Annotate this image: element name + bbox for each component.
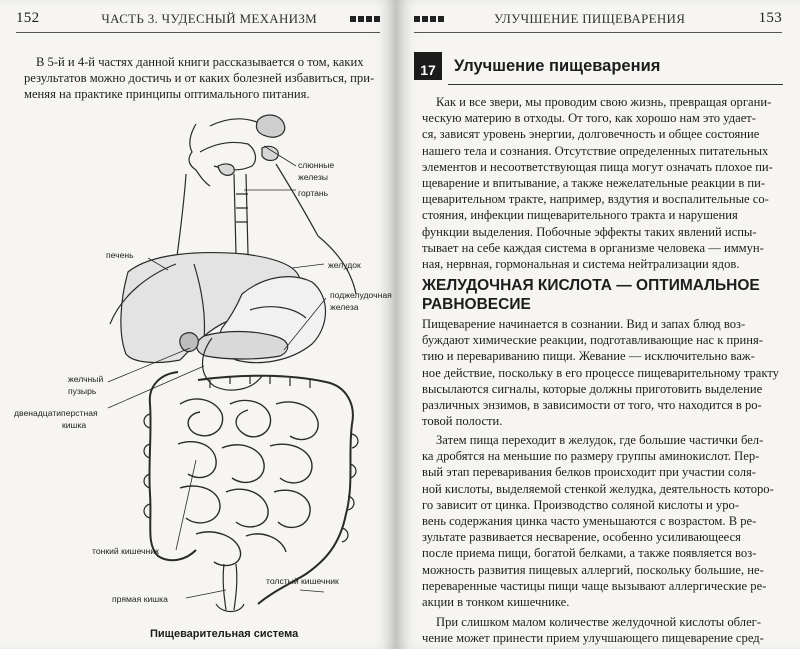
label-stomach: желудок: [328, 260, 361, 270]
text-line: вый этап переваривания белков происходит при участии соля-: [422, 465, 756, 480]
left-running-head: [16, 10, 380, 27]
label-gallbladder: пузырь: [68, 386, 97, 396]
right-page: [396, 0, 800, 649]
text-line: можность развития пищевых аллергий, поскольку большие, не-: [422, 562, 764, 577]
text-line: после приема пищи, богатой белками, а также появляется воз-: [422, 546, 757, 561]
pancreas: [197, 332, 288, 360]
decorative-squares: [414, 16, 444, 22]
paragraph-4: [422, 614, 782, 646]
nasal-cavity: [210, 119, 262, 126]
right-page-number: 153: [758, 10, 782, 26]
label-larynx: гортань: [298, 188, 329, 198]
text-line: Затем пища переходит в желудок, где большие частички бел-: [436, 433, 764, 447]
text-line: ческую материю в отходы. От того, как хорошо нам это удает-: [422, 111, 756, 126]
text-line: буждают химические реакции, подготавливающие нас к приня-: [422, 333, 763, 348]
label-small-intestine: тонкий кишечник: [92, 546, 159, 556]
chapter-rule: [448, 84, 783, 85]
paragraph-3: [422, 432, 782, 610]
text-line: элементов и несоответствующая пища могут означать плохое пи-: [422, 159, 773, 174]
text-line: нашего тела и сознания. Отсутствие определенных питательных: [422, 143, 769, 158]
text-line: функции выделения. Побочные эффекты таких явлений испы-: [422, 224, 757, 239]
right-running-title: УЛУЧШЕНИЕ ПИЩЕВАРЕНИЯ: [494, 10, 686, 26]
text-line: Пищеварение начинается в сознании. Вид и запах блюд воз-: [422, 317, 746, 331]
text-line: высылаются сигналы, которые должны приготовить выделение: [422, 381, 763, 396]
label-duodenum: кишка: [62, 420, 87, 430]
label-rectum: прямая кишка: [112, 594, 168, 604]
neck-outline: [176, 174, 186, 264]
text-line: акции в тонком кишечнике.: [422, 595, 570, 610]
intro-line: результатов можно достичь и от каких болезней избавиться, при-: [24, 71, 375, 86]
leader-lines: [108, 146, 326, 598]
text-line: щеварение и впитывание, а также нежелательные реакции в пи-: [422, 176, 766, 191]
text-line: товой полости.: [422, 414, 503, 429]
label-large-intestine: толстый кишечник: [266, 576, 339, 586]
section-heading: [422, 276, 782, 314]
left-page-number: 152: [16, 10, 40, 26]
header-rule: [414, 32, 782, 33]
header-rule: [16, 32, 380, 33]
text-line: тию и перевариванию пищи. Жевание — исключительно важ-: [422, 349, 755, 364]
text-line: Как и все звери, мы проводим свою жизнь, превращая органи-: [436, 95, 772, 109]
label-salivary-glands: железы: [298, 172, 328, 182]
rectum: [223, 564, 237, 610]
paragraph-1: [422, 94, 782, 272]
left-page: [0, 0, 396, 649]
text-line: чение может принести прием улучшающего пищеварение сред-: [422, 631, 764, 646]
intro-line: В 5-й и 4-й частях данной книги рассказывается о том, каких: [36, 55, 364, 69]
text-line: стояния, инфекции пищеварительного тракта и нарушения: [422, 208, 738, 223]
section-heading-line: ЖЕЛУДОЧНАЯ КИСЛОТА — ОПТИМАЛЬНОЕ: [422, 277, 760, 294]
label-salivary-glands: слюнные: [298, 160, 335, 170]
text-line: ное действие, поскольку в его процессе пищеварительному тракту: [422, 365, 779, 380]
chapter-title: Улучшение пищеварения: [454, 57, 661, 75]
text-line: тывает на себе каждая система в организме человека — иммун-: [422, 240, 764, 255]
text-line: зультате развивается несварение, особенно усиливающееся: [422, 530, 741, 545]
label-duodenum: двенадцатиперстная: [14, 408, 98, 418]
small-intestine: [178, 399, 318, 566]
chapter-number-badge: 17: [414, 52, 442, 80]
intro-line: меняя на практике принципы оптимального питания.: [24, 87, 310, 102]
text-line: ся, зависят уровень энергии, долговечность и общее состояние: [422, 127, 760, 142]
figure-caption: Пищеварительная система: [150, 628, 299, 640]
text-line: При слишком малом количестве желудочной кислоты облег-: [436, 615, 762, 629]
text-line: вень содержания цинка часто уменьшаются с возрастом. В ре-: [422, 514, 757, 529]
right-running-head: [414, 10, 782, 27]
text-line: переваренные частицы пищи чаще вызывают аллергические ре-: [422, 578, 767, 593]
left-running-title: ЧАСТЬ 3. ЧУДЕСНЫЙ МЕХАНИЗМ: [101, 10, 318, 26]
text-line: ной кислоты, выделяемой стенкой желудка, деятельность которо-: [422, 481, 774, 496]
text-line: щеварительном тракте, например, вздутия и воспалительные со-: [422, 192, 769, 207]
paragraph-2: [422, 316, 782, 429]
head-outline: [189, 124, 210, 186]
section-heading-line: РАВНОВЕСИЕ: [422, 296, 531, 313]
label-gallbladder: желчный: [68, 374, 104, 384]
text-line: различных энзимов, в зависимости от того, что находится в ро-: [422, 398, 762, 413]
large-intestine: [149, 372, 352, 604]
text-line: го зависит от цинка. Производство соляной кислоты и уро-: [422, 497, 740, 512]
decorative-squares: [350, 16, 380, 22]
label-pancreas: железа: [330, 302, 359, 312]
digestive-system-illustration: [0, 104, 396, 624]
label-pancreas: поджелудочная: [330, 290, 392, 300]
text-line: ная, нервная, гормональная и система нейтрализации ядов.: [422, 257, 740, 272]
text-line: ка дробятся на меньшие по размеру группы аминокислот. Пер-: [422, 449, 760, 464]
salivary-gland-icon: [256, 115, 284, 137]
left-intro-text: [24, 54, 380, 103]
label-liver: печень: [106, 250, 134, 260]
